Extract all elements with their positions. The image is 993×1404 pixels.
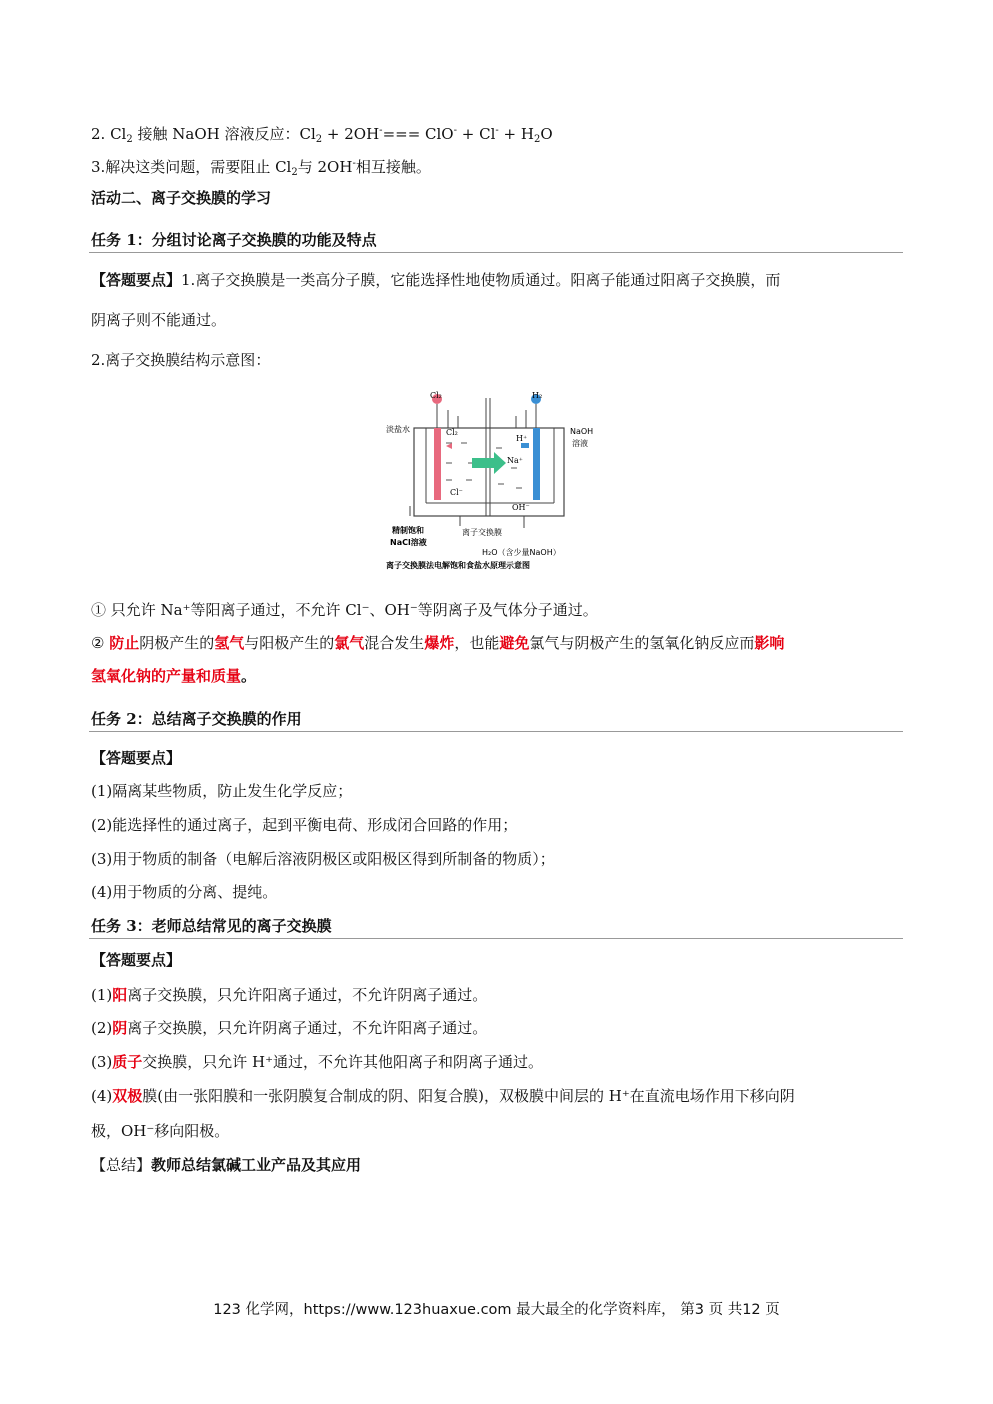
dilute-brine-label: 淡盐水 [386, 425, 410, 434]
conclusion-2: ② 防止阴极产生的氢气与阳极产生的氯气混合发生爆炸，也能避免氯气与阴极产生的氢氧化钠反应而影响 [91, 634, 785, 652]
activity-heading: 活动二、离子交换膜的学习 [91, 189, 272, 207]
task1-diagram-caption: 2.离子交换膜结构示意图： [91, 351, 271, 369]
task2-item-2: (2)能选择性的通过离子，起到平衡电荷、形成闭合回路的作用； [91, 816, 518, 834]
task3-answer-key: 【答题要点】 [91, 951, 182, 969]
solution-line: 3.解决这类问题，需要阻止 $Cl_2$与 2OH-相互接触。 [91, 158, 431, 178]
na-plus-label: Na⁺ [507, 456, 523, 465]
task2-answer-key: 【答题要点】 [91, 749, 182, 767]
task2-heading [91, 709, 302, 729]
task2-title: 总结离子交换膜的作用 [151, 710, 302, 728]
naoh-label-1: NaOH [570, 427, 594, 436]
h2-label: H₂ [532, 391, 543, 400]
membrane-label: 离子交换膜 [462, 528, 502, 537]
water-feed-label: H₂O（含少量NaOH） [482, 548, 561, 557]
conclusion-2-cont: 氢氧化钠的产量和质量。 [91, 667, 257, 685]
task1-answer-line2: 阴离子则不能通过。 [91, 311, 227, 329]
task2-item-3: (3)用于物质的制备（电解后溶液阴极区或阳极区得到所制备的物质）； [91, 850, 555, 868]
task2-item-1: (1)隔离某些物质，防止发生化学反应； [91, 782, 353, 800]
conclusion-1: ① 只允许 Na⁺等阳离子通过，不允许 Cl⁻、OH⁻等阴离子及气体分子通过。 [91, 601, 598, 619]
anode [434, 428, 441, 500]
task1-heading [91, 230, 377, 250]
h-plus-label: H⁺ [516, 434, 528, 443]
cl2-label: Cl₂ [430, 391, 442, 400]
task1-title: 分组讨论离子交换膜的功能及特点 [151, 231, 377, 249]
oh-minus-label: OH⁻ [512, 503, 530, 512]
cl-minus-label: Cl⁻ [450, 488, 463, 497]
task3-title: 老师总结常见的离子交换膜 [151, 917, 332, 935]
task3-item-1: (1)阳离子交换膜，只允许阳离子通过，不允许阴离子通过。 [91, 986, 488, 1004]
refined-label-1: 精制饱和 [392, 526, 424, 535]
naoh-label-2: 溶液 [572, 439, 588, 448]
summary-label: 【总结】 [91, 1156, 152, 1174]
task2-item-4: (4)用于物质的分离、提纯。 [91, 883, 278, 901]
task1-answer-line1: 【答题要点】1.离子交换膜是一类高分子膜，它能选择性地使物质通过。阳离子能通过阳离子交换膜，而 [91, 271, 781, 289]
figure-caption: 离子交换膜法电解饱和食盐水原理示意图 [386, 561, 530, 570]
reaction-line: 2. $Cl_2$ 接触 NaOH 溶液反应：$Cl_2 + 2OH^-=== ClO^- + Cl^- + H_2O$ [91, 125, 553, 145]
task3-item-4: (4)双极膜(由一张阳膜和一张阴膜复合制成的阴、阳复合膜)，双极膜中间层的 H⁺在直流电场作用下移向阴 [91, 1087, 795, 1105]
task3-item-2: (2)阴离子交换膜，只允许阴离子通过，不允许阳离子通过。 [91, 1019, 488, 1037]
refined-label-2: NaCl溶液 [390, 538, 427, 547]
ion-exchange-membrane-diagram [386, 388, 608, 574]
summary-line [91, 1155, 361, 1175]
task1-label: 任务 1： [91, 231, 152, 249]
task3-heading [91, 916, 332, 936]
page-footer: 123 化学网，https://www.123huaxue.com 最大最全的化学资料库， 第3 页 共12 页 [213, 1302, 780, 1318]
task2-label: 任务 2： [91, 710, 152, 728]
task3-label: 任务 3： [91, 917, 152, 935]
summary-text: 教师总结氯碱工业产品及其应用 [151, 1156, 362, 1174]
task3-item-3: (3)质子交换膜，只允许 H⁺通过，不允许其他阳离子和阴离子通过。 [91, 1053, 544, 1071]
cathode [533, 428, 540, 500]
task3-item-4-cont: 极，OH⁻移向阳极。 [91, 1122, 230, 1140]
cl2-inner-label: Cl₂ [446, 428, 458, 437]
